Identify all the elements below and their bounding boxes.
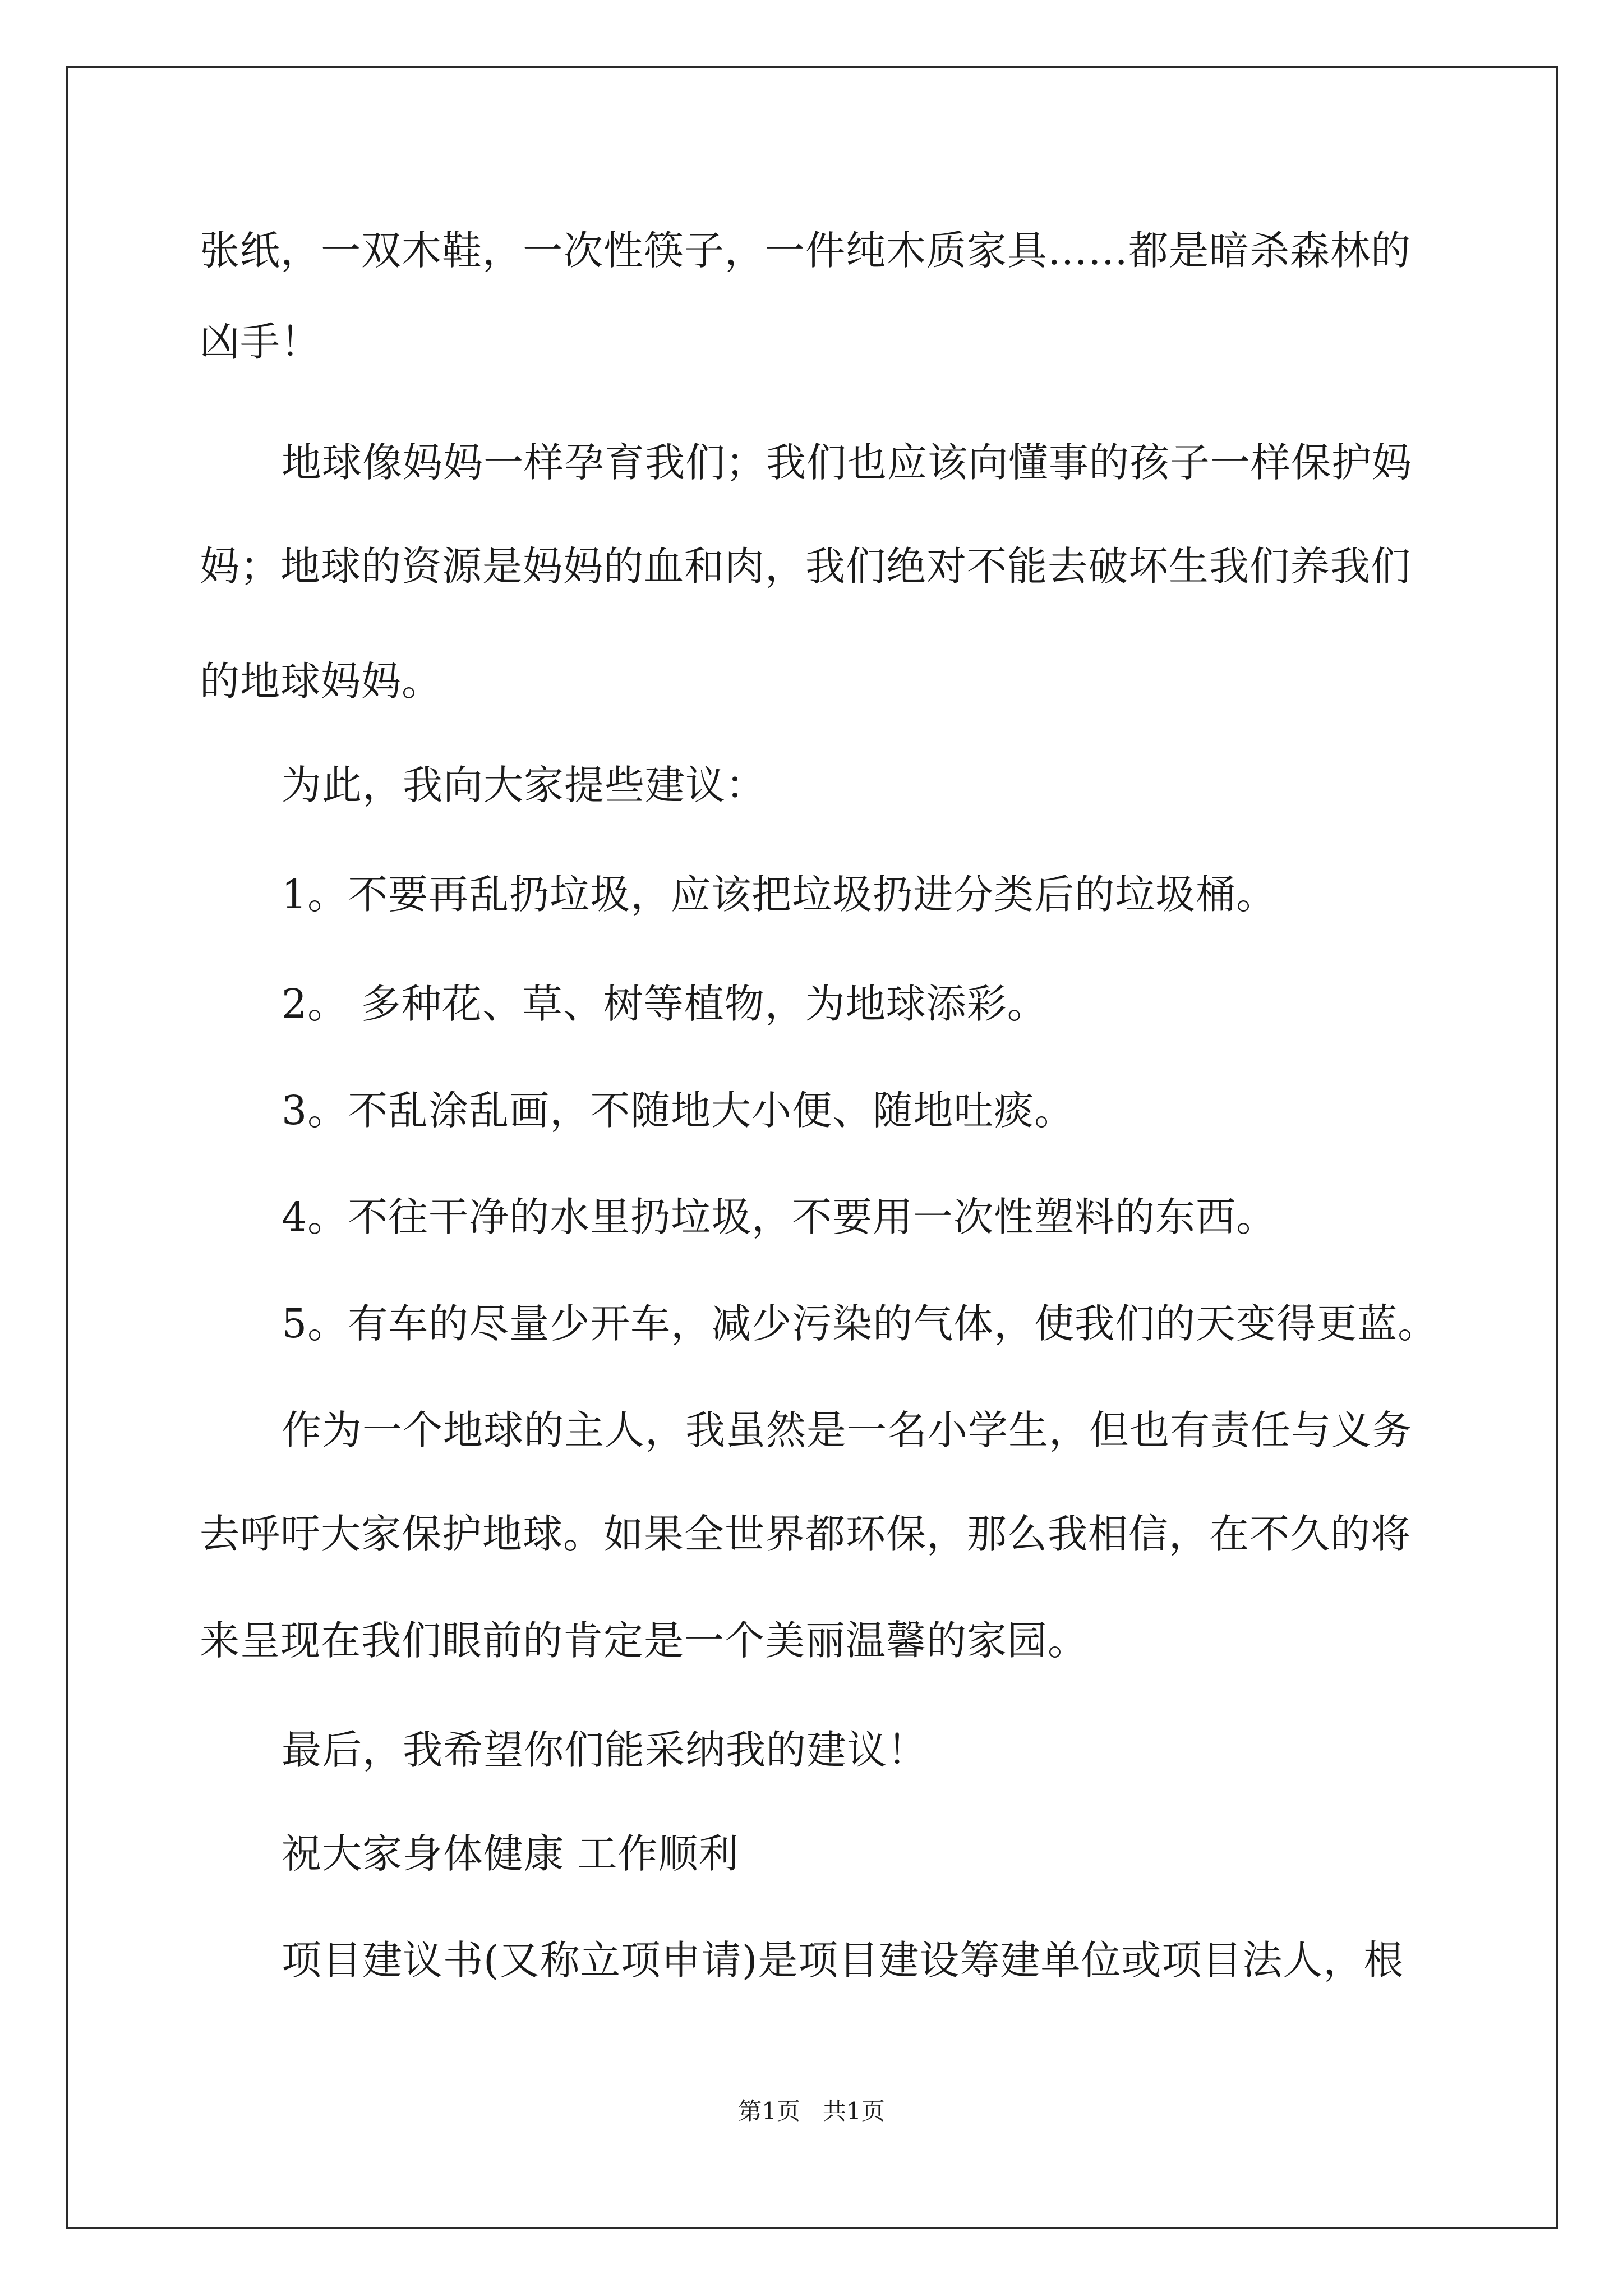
paragraph-line: 地球像妈妈一样孕育我们；我们也应该向懂事的孩子一样保护妈 bbox=[282, 439, 1413, 486]
list-item: 3。不乱涂乱画，不随地大小便、随地吐痰。 bbox=[282, 1087, 1075, 1134]
paragraph-line: 祝大家身体健康 工作顺利 bbox=[282, 1830, 739, 1877]
paragraph-line: 来呈现在我们眼前的肯定是一个美丽温馨的家园。 bbox=[200, 1617, 1089, 1664]
paragraph-line: 作为一个地球的主人，我虽然是一名小学生，但也有责任与义务 bbox=[282, 1407, 1413, 1453]
list-item: 5。有车的尽量少开车，减少污染的气体，使我们的天变得更蓝。 bbox=[282, 1300, 1438, 1347]
paragraph-line: 为此，我向大家提些建议： bbox=[282, 762, 767, 808]
page-border bbox=[66, 66, 1558, 2229]
page-number-footer: 第1页 共1页 bbox=[738, 2097, 885, 2125]
paragraph-line: 妈；地球的资源是妈妈的血和肉，我们绝对不能去破坏生我们养我们 bbox=[200, 543, 1412, 590]
paragraph-line: 项目建议书(又称立项申请)是项目建设筹建单位或项目法人，根 bbox=[282, 1937, 1404, 1984]
paragraph-line: 最后，我希望你们能采纳我的建议！ bbox=[282, 1727, 928, 1773]
paragraph-line: 凶手！ bbox=[200, 319, 321, 365]
list-item: 1。不要再乱扔垃圾，应该把垃圾扔进分类后的垃圾桶。 bbox=[282, 871, 1277, 918]
list-item: 2。 多种花、草、树等植物，为地球添彩。 bbox=[282, 981, 1048, 1027]
paragraph-line: 的地球妈妈。 bbox=[200, 658, 442, 705]
paragraph-line: 张纸，一双木鞋，一次性筷子，一件纯木质家具……都是暗杀森林的 bbox=[200, 227, 1412, 274]
paragraph-line: 去呼吁大家保护地球。如果全世界都环保，那么我相信，在不久的将 bbox=[200, 1511, 1412, 1557]
list-item: 4。不往干净的水里扔垃圾，不要用一次性塑料的东西。 bbox=[282, 1194, 1277, 1240]
